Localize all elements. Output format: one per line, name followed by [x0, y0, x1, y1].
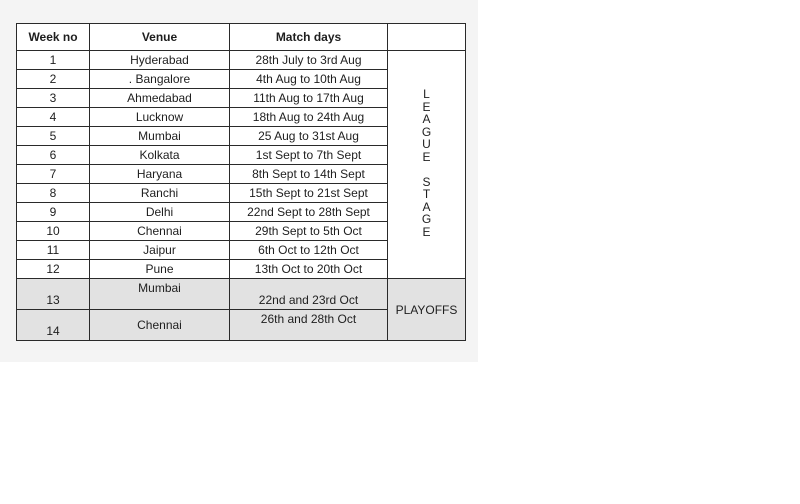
venue-cell: Haryana	[90, 165, 230, 184]
playoffs-stage-cell: PLAYOFFS	[388, 279, 466, 341]
venue-cell: Pune	[90, 260, 230, 279]
venue-cell: Chennai	[90, 222, 230, 241]
venue-cell: . Bangalore	[90, 70, 230, 89]
venue-cell: Chennai	[90, 310, 230, 341]
match-days-cell: 18th Aug to 24th Aug	[230, 108, 388, 127]
venue-cell: Lucknow	[90, 108, 230, 127]
venue-cell: Mumbai	[90, 279, 230, 310]
match-days-cell: 22nd Sept to 28th Sept	[230, 203, 388, 222]
match-days-cell: 6th Oct to 12th Oct	[230, 241, 388, 260]
match-days-cell: 22nd and 23rd Oct	[230, 279, 388, 310]
match-days-cell: 26th and 28th Oct	[230, 310, 388, 341]
schedule-table	[16, 23, 466, 341]
venue-cell: Mumbai	[90, 127, 230, 146]
venue-cell: Hyderabad	[90, 51, 230, 70]
header-week: Week no	[17, 24, 90, 51]
match-days-cell: 13th Oct to 20th Oct	[230, 260, 388, 279]
week-cell: 14	[17, 310, 90, 341]
header-venue: Venue	[90, 24, 230, 51]
match-days-cell: 4th Aug to 10th Aug	[230, 70, 388, 89]
league-stage-cell	[388, 51, 466, 279]
week-cell: 5	[17, 127, 90, 146]
table-row	[17, 279, 466, 310]
week-cell: 12	[17, 260, 90, 279]
header-row	[17, 24, 466, 51]
week-cell: 11	[17, 241, 90, 260]
week-cell: 3	[17, 89, 90, 108]
week-cell: 13	[17, 279, 90, 310]
table-row	[17, 51, 466, 70]
match-days-cell: 8th Sept to 14th Sept	[230, 165, 388, 184]
header-stage	[388, 24, 466, 51]
week-cell: 10	[17, 222, 90, 241]
week-cell: 8	[17, 184, 90, 203]
week-cell: 2	[17, 70, 90, 89]
match-days-cell: 1st Sept to 7th Sept	[230, 146, 388, 165]
venue-cell: Delhi	[90, 203, 230, 222]
week-cell: 7	[17, 165, 90, 184]
match-days-cell: 15th Sept to 21st Sept	[230, 184, 388, 203]
header-match-days: Match days	[230, 24, 388, 51]
venue-cell: Ranchi	[90, 184, 230, 203]
week-cell: 6	[17, 146, 90, 165]
match-days-cell: 29th Sept to 5th Oct	[230, 222, 388, 241]
venue-cell: Jaipur	[90, 241, 230, 260]
week-cell: 1	[17, 51, 90, 70]
league-stage-label: L E A G U E S T A G E	[421, 87, 432, 239]
match-days-cell: 11th Aug to 17th Aug	[230, 89, 388, 108]
match-days-cell: 28th July to 3rd Aug	[230, 51, 388, 70]
match-days-cell: 25 Aug to 31st Aug	[230, 127, 388, 146]
week-cell: 9	[17, 203, 90, 222]
venue-cell: Ahmedabad	[90, 89, 230, 108]
venue-cell: Kolkata	[90, 146, 230, 165]
week-cell: 4	[17, 108, 90, 127]
schedule-image	[0, 0, 478, 362]
